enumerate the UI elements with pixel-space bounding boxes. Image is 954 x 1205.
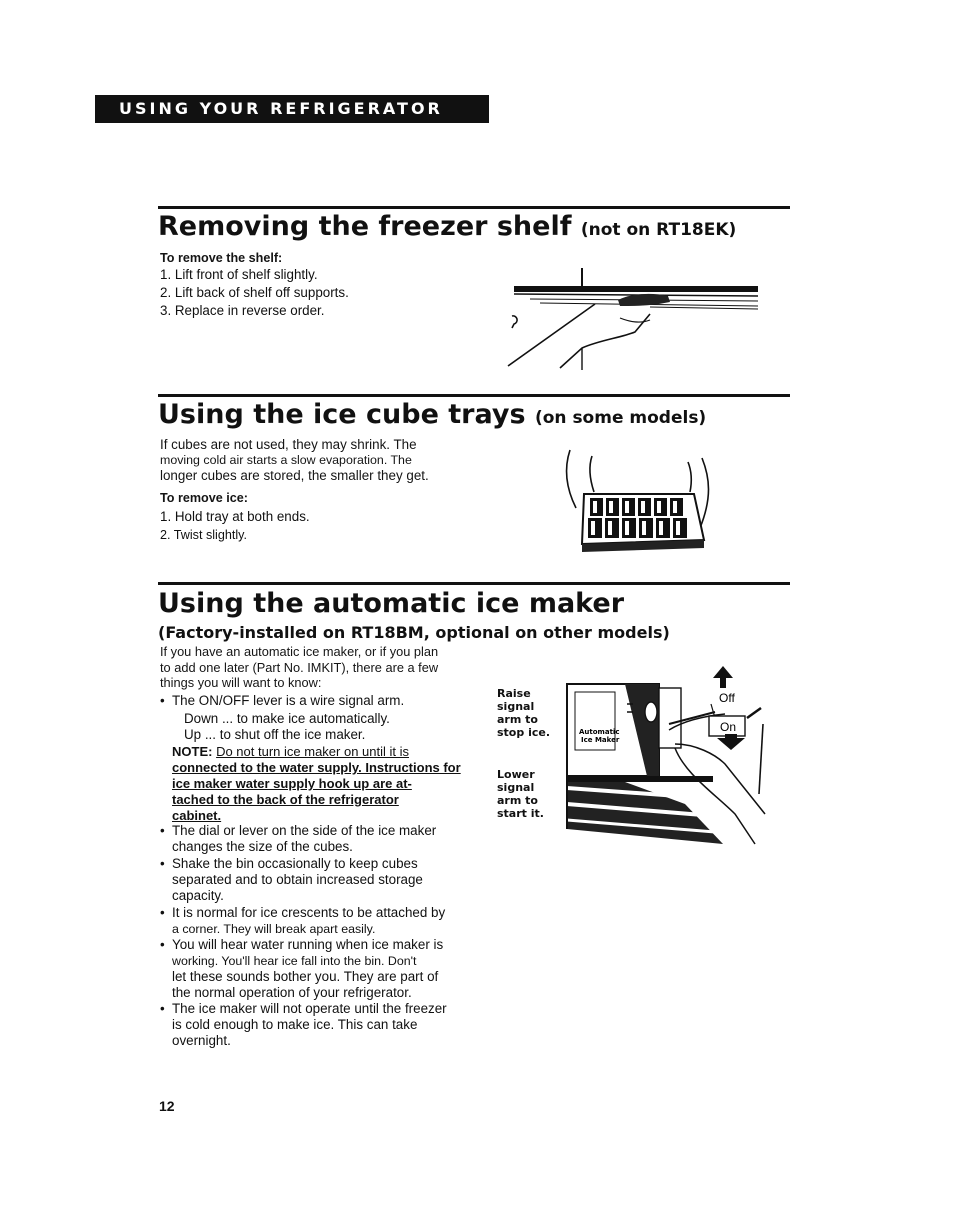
- bullet-line: separated and to obtain increased storage: [172, 872, 423, 887]
- step-item: 2. Lift back of shelf off supports.: [160, 285, 349, 300]
- section-rule: [158, 206, 790, 209]
- section-title: [158, 401, 706, 428]
- bullet-dot: •: [160, 823, 165, 838]
- lower-caption: [497, 768, 544, 820]
- bullet-line: a corner. They will break apart easily.: [172, 922, 376, 936]
- lever-up-text: Up ... to shut off the ice maker.: [184, 727, 366, 742]
- bullet-line: The dial or lever on the side of the ice maker: [172, 823, 437, 838]
- off-label: Off: [719, 691, 735, 705]
- bullet-dot: •: [160, 937, 165, 952]
- step-item: 1. Hold tray at both ends.: [160, 509, 310, 524]
- bullet-line: let these sounds bother you. They are part of: [172, 969, 439, 984]
- section-title: [158, 213, 736, 240]
- section-rule: [158, 394, 790, 397]
- intro-line: If you have an automatic ice maker, or if you plan: [160, 644, 439, 659]
- bullet-line: You will hear water running when ice maker is: [172, 937, 444, 952]
- bullet-line: Shake the bin occasionally to keep cubes: [172, 856, 418, 871]
- bullet-dot: •: [160, 856, 165, 871]
- caption-line: arm to: [497, 794, 538, 807]
- ice-tray-illustration: [562, 448, 722, 553]
- on-label: On: [720, 720, 737, 734]
- bullet-line: the normal operation of your refrigerator.: [172, 985, 412, 1000]
- intro-line: things you will want to know:: [160, 675, 322, 690]
- section-banner: USING YOUR REFRIGERATOR: [95, 95, 489, 123]
- note-line: cabinet.: [172, 808, 222, 823]
- title-subtitle: (not on RT18EK): [580, 220, 737, 240]
- bullet-line: changes the size of the cubes.: [172, 839, 353, 854]
- bullet-line: working. You'll hear ice fall into the bin. Don't: [172, 954, 417, 968]
- caption-line: Raise: [497, 687, 531, 700]
- intro-line: moving cold air starts a slow evaporation. The: [160, 453, 412, 467]
- note-line: Do not turn ice maker on until it is: [216, 744, 409, 759]
- raise-caption: [497, 687, 550, 739]
- note-line: tached to the back of the refrigerator: [172, 792, 399, 807]
- lever-down-text: Down ... to make ice automatically.: [184, 711, 390, 726]
- caption-line: signal: [497, 781, 535, 794]
- bullet-item: [160, 1001, 447, 1049]
- bullet-item: [160, 937, 444, 1001]
- title-text: Using the ice cube trays: [158, 399, 526, 430]
- page-number: 12: [159, 1098, 175, 1114]
- intro-line: to add one later (Part No. IMKIT), there are a few: [160, 660, 439, 675]
- bullet-dot: •: [160, 905, 165, 920]
- note-block: [172, 744, 461, 824]
- section-subtitle: (Factory-installed on RT18BM, optional on other models): [158, 623, 670, 642]
- caption-line: stop ice.: [497, 726, 550, 739]
- bullet-dot: •: [160, 1001, 165, 1016]
- note-label: NOTE:: [172, 744, 213, 759]
- ice-maker-illustration: [565, 664, 775, 854]
- freezer-shelf-illustration: [500, 266, 765, 372]
- section-title: Using the automatic ice maker: [158, 588, 625, 619]
- caption-line: start it.: [497, 807, 544, 820]
- bullet-line: overnight.: [172, 1033, 231, 1048]
- steps-list: [160, 266, 349, 320]
- step-item: 2. Twist slightly.: [160, 528, 248, 542]
- intro-line: If cubes are not used, they may shrink. The: [160, 437, 417, 452]
- note-line: ice maker water supply hook up are at-: [172, 776, 412, 791]
- instruction-lead: To remove the shelf:: [160, 251, 283, 265]
- title-text: Removing the freezer shelf: [158, 211, 572, 242]
- bullet-line: is cold enough to make ice. This can take: [172, 1017, 418, 1032]
- caption-line: Lower: [497, 768, 535, 781]
- bullet-dot: •: [160, 693, 165, 708]
- bullet-text: The ON/OFF lever is a wire signal arm.: [172, 693, 405, 708]
- bullet-item: [160, 693, 405, 709]
- step-item: 3. Replace in reverse order.: [160, 303, 325, 318]
- caption-line: signal: [497, 700, 535, 713]
- bullet-item: [160, 823, 437, 855]
- intro-line: longer cubes are stored, the smaller they get.: [160, 468, 429, 483]
- bullet-item: [160, 856, 423, 904]
- note-line: connected to the water supply. Instructions for: [172, 760, 461, 775]
- steps-list: [160, 508, 310, 544]
- caption-line: arm to: [497, 713, 538, 726]
- bullet-line: capacity.: [172, 888, 224, 903]
- automatic-label: Automatic: [579, 728, 620, 736]
- title-subtitle: (on some models): [534, 408, 707, 428]
- bullet-item: [160, 905, 446, 937]
- section-rule: [158, 582, 790, 585]
- bullet-line: It is normal for ice crescents to be attached by: [172, 905, 446, 920]
- step-item: 1. Lift front of shelf slightly.: [160, 267, 318, 282]
- bullet-line: The ice maker will not operate until the freezer: [172, 1001, 447, 1016]
- icemaker-label: Ice Maker: [581, 736, 620, 744]
- instruction-lead: To remove ice:: [160, 491, 248, 505]
